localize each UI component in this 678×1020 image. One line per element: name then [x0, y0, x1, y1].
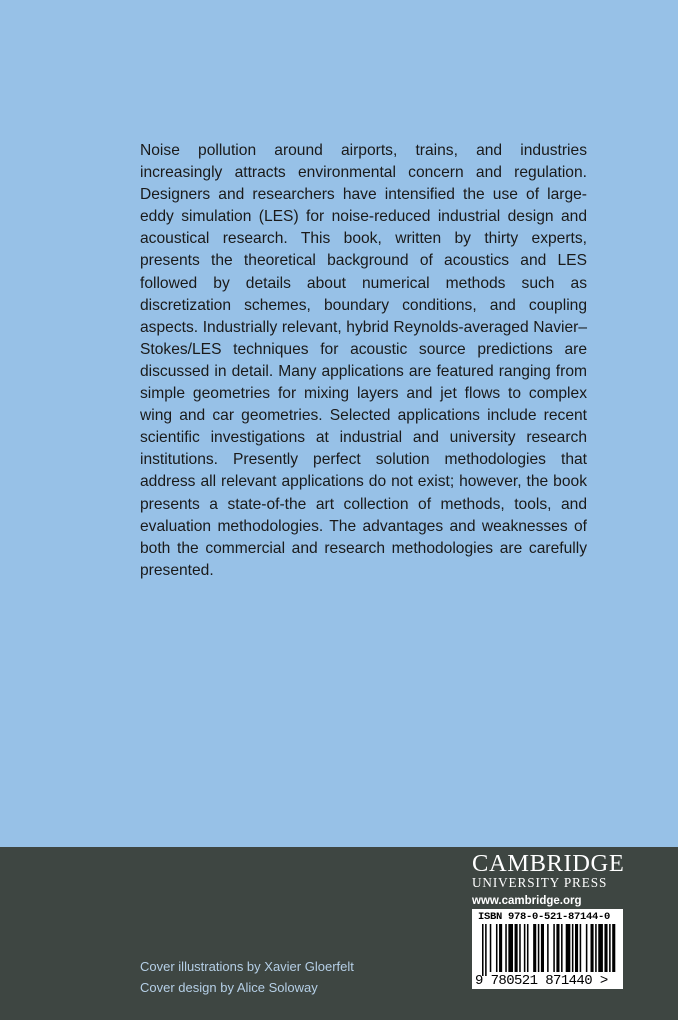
barcode-bar	[499, 924, 502, 972]
isbn-label: ISBN 978-0-521-87144-0	[478, 911, 611, 923]
barcode-bar	[595, 924, 597, 972]
publisher-name: CAMBRIDGE	[472, 850, 625, 877]
barcode-bar	[591, 924, 594, 972]
barcode-bars	[472, 924, 623, 976]
barcode-bar	[609, 924, 611, 972]
barcode-bar	[575, 924, 578, 972]
barcode-bar	[508, 924, 513, 972]
publisher-url: www.cambridge.org	[472, 895, 582, 907]
barcode-bar	[482, 924, 484, 976]
barcode-bar	[604, 924, 607, 972]
barcode-bar	[490, 924, 492, 972]
barcode-bar	[566, 924, 571, 972]
barcode-bar	[538, 924, 540, 972]
barcode-bar	[612, 924, 615, 972]
design-credit: Cover design by Alice Soloway	[140, 980, 318, 995]
cover-credits	[140, 956, 354, 998]
publisher-logo	[472, 851, 624, 907]
barcode-bar	[505, 924, 507, 972]
barcode-bar	[547, 924, 549, 972]
barcode-bar	[580, 924, 582, 972]
barcode	[472, 909, 623, 989]
barcode-bar	[524, 924, 526, 972]
barcode-bar	[598, 924, 603, 972]
barcode-bar	[572, 924, 574, 972]
barcode-bar	[496, 924, 498, 972]
barcode-bar	[533, 924, 536, 972]
barcode-bar	[519, 924, 521, 972]
barcode-digits: 9 780521 871440 >	[475, 973, 608, 989]
book-description: Noise pollution around airports, trains, and industries increasingly attracts environmental concern and regulation. Designers and researchers have intensified the use of large-eddy simulation (LES) for noise-reduced industrial design and acoustical research. This book, written by thirty experts, presents the theoretical background of acoustics and LES followed by details about numerical methods such as discretization schemes, boundary conditions, and coupling aspects. Industrially relevant, hybrid Reynolds-averaged Navier–Stokes/LES techniques for acoustic source predictions are discussed in detail. Many applications are featured ranging from simple geometries for mixing layers and jet flows to complex wing and car geometries. Selected applications include recent scientific investigations at industrial and university research institutions. Presently perfect solution methodologies that address all relevant applications do not exist; however, the book presents a state-of-the art collection of methods, tools, and evaluation methodologies. The advantages and weaknesses of both the commercial and research methodologies are carefully presented.	[140, 142, 587, 579]
barcode-bar	[515, 924, 518, 972]
barcode-bar	[586, 924, 588, 972]
illustration-credit: Cover illustrations by Xavier Gloerfelt	[140, 959, 354, 974]
barcode-bar	[553, 924, 555, 972]
publisher-subtitle: UNIVERSITY PRESS	[472, 875, 608, 890]
barcode-bar	[527, 924, 529, 972]
barcode-bar	[541, 924, 544, 972]
barcode-bar	[561, 924, 563, 972]
barcode-bar	[556, 924, 559, 972]
barcode-bar	[485, 924, 487, 976]
